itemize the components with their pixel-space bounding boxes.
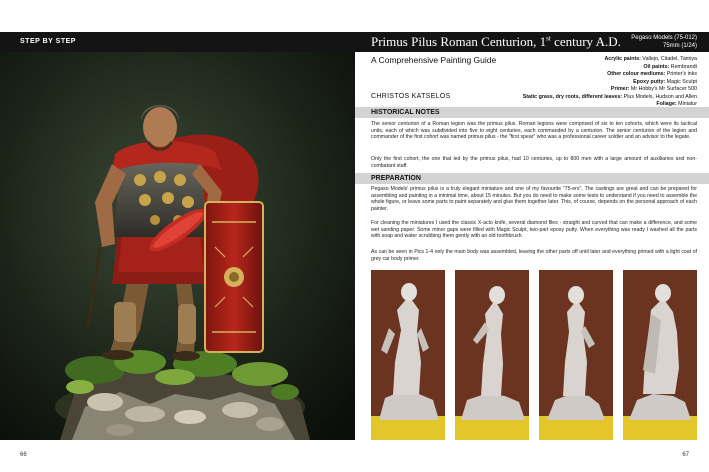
paragraph-history-1: The senior centurion of a Roman legion was the primus pilus. Roman legions were comprised of six to ten cohorts, which were its tactical units, each of which was subdivided into five to eight centuries, each commanded by a centurion. The senior centurion of the legion and commander of the first cohort was named primus pilus - the "first spear" who was a professional career soldier and an advisor to the legate. <box>371 121 697 141</box>
material-line: Acrylic paints: Vallejo, Citadel, Tamiya <box>604 56 697 62</box>
title-superscript: st <box>546 34 551 43</box>
title-end: century A.D. <box>550 34 621 49</box>
primed-figure-back <box>539 270 613 440</box>
kit-scale: 75mm (1/24) <box>662 42 697 49</box>
primed-figure-side <box>455 270 529 440</box>
centurion-photo <box>0 52 355 440</box>
material-line: Other colour mediums: Printer's inks <box>607 71 697 77</box>
centurion-illustration <box>0 52 355 440</box>
step-photo-2 <box>455 270 529 440</box>
title-main: Primus Pilus Roman Centurion, 1 <box>371 34 547 49</box>
step-photo-row <box>371 270 697 440</box>
preparation-heading: PREPARATION <box>371 174 421 182</box>
material-line: Epoxy putty: Magic Sculpt <box>633 78 697 85</box>
materials-list <box>507 56 697 109</box>
page-number-left: 66 <box>20 452 27 458</box>
author-name: CHRISTOS KATSELOS <box>371 93 451 100</box>
right-page <box>355 0 709 472</box>
step-photo-3 <box>539 270 613 440</box>
kit-maker: Pegaso Models (75-012) <box>631 35 697 41</box>
article-subtitle: A Comprehensive Painting Guide <box>371 55 497 65</box>
kit-info <box>631 35 697 50</box>
material-line: Static grass, dry roots, different leaves: Plus Models, Hudson and Allen <box>522 93 697 100</box>
title-band <box>355 32 709 52</box>
paragraph-history-2: Only the first cohort, the one that led by the primus pilus, had 10 centuries, up to 800 men with a large amount of auxiliaries and non-combatant staff. <box>371 156 697 169</box>
paragraph-prep-3: As can be seen in Pics 1-4 only the main body was assembled, leaving the other parts off until later and everything primed with a light coat of grey car body primer. <box>371 249 697 262</box>
paragraph-prep-2: For cleaning the miniatures I used the classic X-acto knife, several diamond files - straight and curved that can make a difference, and some wet sanding paper. Some minor gaps were filled with Magic Sculpt, two-part epoxy putty. When everything was ready I washed all the parts with soap and water scrubbing them gently with an old toothbrush. <box>371 220 697 240</box>
page-number-right: 67 <box>682 452 689 458</box>
material-line: Primer: Mr Hobby's Mr Surfacer 500 <box>610 86 697 92</box>
historical-notes-bar <box>355 107 709 118</box>
material-line: Oil paints: Rembrandt <box>643 63 697 70</box>
step-photo-1 <box>371 270 445 440</box>
primed-figure-cloak <box>623 270 697 440</box>
material-line: Foliage: Miniatur <box>656 101 697 107</box>
article-title <box>371 34 621 50</box>
section-label: STEP BY STEP <box>20 38 76 45</box>
primed-figure-front <box>371 270 445 440</box>
left-header-band <box>0 32 355 52</box>
step-photo-4 <box>623 270 697 440</box>
paragraph-prep-1: Pegaso Models' primus pilus is a truly elegant miniature and one of my favourite "75-ers". The castings are great and can be prepared for assembling and painting in a minimal time, about 15 minutes. But you do need to make some tests to understand if you need to assemble the whole figure, or leave some parts to paint separately and glue them together later. This, of course, depends on the personal approach of each painter. <box>371 186 697 212</box>
preparation-bar <box>355 173 709 184</box>
historical-notes-heading: HISTORICAL NOTES <box>371 108 440 116</box>
